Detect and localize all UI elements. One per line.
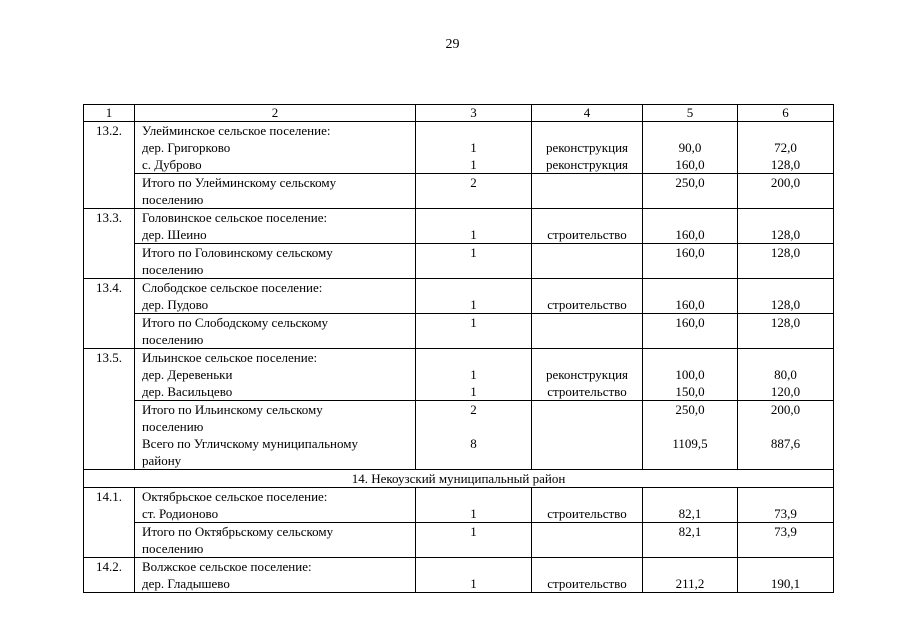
count-value: 1 bbox=[470, 576, 477, 591]
table-row-total bbox=[84, 314, 834, 349]
value-5: 82,1 bbox=[678, 506, 702, 521]
count-value: 1 bbox=[470, 140, 477, 155]
grand-total-count: 8 bbox=[416, 435, 532, 470]
header-col-6: 6 bbox=[738, 105, 834, 122]
total-count: 1 bbox=[416, 314, 532, 349]
total-label-cell bbox=[135, 314, 416, 349]
value-6: 120,0 bbox=[770, 384, 801, 399]
work-type: строительство bbox=[547, 576, 627, 591]
total-count: 1 bbox=[416, 523, 532, 558]
value-5: 160,0 bbox=[675, 297, 705, 312]
settlement-title: Улейминское сельское поселение: bbox=[142, 123, 331, 138]
village-name: дер. Гладышево bbox=[142, 576, 230, 591]
village-name: дер. Деревеньки bbox=[142, 367, 233, 382]
work-type: строительство bbox=[547, 384, 627, 399]
count-value: 1 bbox=[470, 384, 477, 399]
table-row-total bbox=[84, 523, 834, 558]
count-cell bbox=[416, 122, 532, 174]
total-label-cell bbox=[135, 401, 416, 436]
value6-cell bbox=[738, 349, 834, 401]
count-value: 1 bbox=[470, 227, 477, 242]
row-number: 13.3. bbox=[84, 209, 135, 279]
row-number: 14.1. bbox=[84, 488, 135, 558]
total-value-6: 200,0 bbox=[738, 401, 834, 436]
table-row-total bbox=[84, 244, 834, 279]
count-value: 1 bbox=[470, 506, 477, 521]
total-work bbox=[532, 244, 643, 279]
grand-total-value-6: 887,6 bbox=[738, 435, 834, 470]
grand-total-label-cell bbox=[135, 435, 416, 470]
value-5: 100,0 bbox=[675, 367, 705, 382]
value-5: 211,2 bbox=[675, 576, 705, 591]
total-work bbox=[532, 401, 643, 436]
value5-cell bbox=[643, 209, 738, 244]
total-value-6: 200,0 bbox=[738, 174, 834, 209]
total-value-5: 250,0 bbox=[643, 174, 738, 209]
grand-total-label: Всего по Угличскому муниципальному bbox=[142, 436, 358, 451]
total-label: Итого по Октябрьскому сельскому bbox=[142, 524, 334, 539]
total-label: поселению bbox=[142, 332, 204, 347]
total-label: Итого по Ильинскому сельскому bbox=[142, 402, 323, 417]
settlement-title: Волжское сельское поселение: bbox=[142, 559, 312, 574]
work-type: реконструкция bbox=[545, 367, 629, 382]
work-cell bbox=[532, 279, 643, 314]
settlement-cell bbox=[135, 558, 416, 593]
total-label: Итого по Улейминскому сельскому bbox=[142, 175, 337, 190]
total-label: поселению bbox=[142, 541, 204, 556]
row-number: 14.2. bbox=[84, 558, 135, 593]
table-row-total bbox=[84, 401, 834, 436]
grand-total-work bbox=[532, 435, 643, 470]
total-value-5: 250,0 bbox=[643, 401, 738, 436]
value5-cell bbox=[643, 122, 738, 174]
total-work bbox=[532, 174, 643, 209]
total-label: поселению bbox=[142, 192, 204, 207]
settlement-title: Головинское сельское поселение: bbox=[142, 210, 328, 225]
count-cell bbox=[416, 349, 532, 401]
total-count: 2 bbox=[416, 174, 532, 209]
count-cell bbox=[416, 558, 532, 593]
count-cell bbox=[416, 279, 532, 314]
work-type: строительство bbox=[547, 297, 627, 312]
value6-cell bbox=[738, 488, 834, 523]
count-value: 1 bbox=[470, 297, 477, 312]
table-row bbox=[84, 209, 834, 244]
value6-cell bbox=[738, 279, 834, 314]
table-row bbox=[84, 349, 834, 401]
village-name: с. Дуброво bbox=[142, 157, 202, 172]
settlement-title: Октябрьское сельское поселение: bbox=[142, 489, 328, 504]
header-col-1: 1 bbox=[84, 105, 135, 122]
header-col-3: 3 bbox=[416, 105, 532, 122]
section-heading: 14. Некоузский муниципальный район bbox=[84, 470, 834, 488]
value6-cell bbox=[738, 558, 834, 593]
total-value-5: 160,0 bbox=[643, 314, 738, 349]
table-row bbox=[84, 279, 834, 314]
total-count: 1 bbox=[416, 244, 532, 279]
value-5: 90,0 bbox=[678, 140, 702, 155]
header-col-2: 2 bbox=[135, 105, 416, 122]
work-type: реконструкция bbox=[545, 140, 629, 155]
table-header-row bbox=[84, 105, 834, 122]
count-value: 1 bbox=[470, 157, 477, 172]
table-row bbox=[84, 122, 834, 174]
value-6: 73,9 bbox=[774, 506, 797, 521]
settlement-cell bbox=[135, 349, 416, 401]
value-6: 72,0 bbox=[774, 140, 797, 155]
count-cell bbox=[416, 488, 532, 523]
village-name: ст. Родионово bbox=[142, 506, 219, 521]
value6-cell bbox=[738, 122, 834, 174]
total-label: Итого по Слободскому сельскому bbox=[142, 315, 329, 330]
row-number: 13.5. bbox=[84, 349, 135, 470]
value-6: 128,0 bbox=[770, 157, 801, 172]
total-work bbox=[532, 314, 643, 349]
work-cell bbox=[532, 349, 643, 401]
total-label: поселению bbox=[142, 419, 204, 434]
settlement-cell bbox=[135, 279, 416, 314]
work-cell bbox=[532, 122, 643, 174]
data-table bbox=[83, 104, 834, 593]
value-6: 80,0 bbox=[774, 367, 797, 382]
work-cell bbox=[532, 488, 643, 523]
value5-cell bbox=[643, 488, 738, 523]
header-col-5: 5 bbox=[643, 105, 738, 122]
village-name: дер. Васильцево bbox=[142, 384, 233, 399]
section-heading-row bbox=[84, 470, 834, 488]
total-work bbox=[532, 523, 643, 558]
count-cell bbox=[416, 209, 532, 244]
table-row bbox=[84, 488, 834, 523]
work-cell bbox=[532, 209, 643, 244]
value-5: 160,0 bbox=[675, 227, 705, 242]
value-6: 128,0 bbox=[770, 297, 801, 312]
header-col-4: 4 bbox=[532, 105, 643, 122]
table-row bbox=[84, 558, 834, 593]
grand-total-value-5: 1109,5 bbox=[643, 435, 738, 470]
grand-total-label: району bbox=[142, 453, 182, 468]
value6-cell bbox=[738, 209, 834, 244]
settlement-cell bbox=[135, 488, 416, 523]
settlement-cell bbox=[135, 209, 416, 244]
total-value-5: 160,0 bbox=[643, 244, 738, 279]
value5-cell bbox=[643, 558, 738, 593]
total-label: поселению bbox=[142, 262, 204, 277]
work-type: строительство bbox=[547, 227, 627, 242]
settlement-title: Ильинское сельское поселение: bbox=[142, 350, 318, 365]
total-value-6: 128,0 bbox=[738, 244, 834, 279]
row-number: 13.4. bbox=[84, 279, 135, 349]
total-count: 2 bbox=[416, 401, 532, 436]
value-5: 160,0 bbox=[675, 157, 705, 172]
total-value-6: 128,0 bbox=[738, 314, 834, 349]
total-label: Итого по Головинскому сельскому bbox=[142, 245, 333, 260]
row-number: 13.2. bbox=[84, 122, 135, 209]
value5-cell bbox=[643, 349, 738, 401]
village-name: дер. Пудово bbox=[142, 297, 209, 312]
value-6: 190,1 bbox=[770, 576, 801, 591]
total-value-6: 73,9 bbox=[738, 523, 834, 558]
work-type: строительство bbox=[547, 506, 627, 521]
value-6: 128,0 bbox=[770, 227, 801, 242]
settlement-cell bbox=[135, 122, 416, 174]
total-value-5: 82,1 bbox=[643, 523, 738, 558]
settlement-title: Слободское сельское поселение: bbox=[142, 280, 323, 295]
page-number: 29 bbox=[445, 37, 460, 52]
total-label-cell bbox=[135, 244, 416, 279]
work-cell bbox=[532, 558, 643, 593]
total-label-cell bbox=[135, 174, 416, 209]
value5-cell bbox=[643, 279, 738, 314]
village-name: дер. Шеино bbox=[142, 227, 207, 242]
total-label-cell bbox=[135, 523, 416, 558]
count-value: 1 bbox=[470, 367, 477, 382]
work-type: реконструкция bbox=[545, 157, 629, 172]
table-row-total bbox=[84, 174, 834, 209]
table-row-grand-total bbox=[84, 435, 834, 470]
village-name: дер. Григорково bbox=[142, 140, 231, 155]
value-5: 150,0 bbox=[675, 384, 705, 399]
